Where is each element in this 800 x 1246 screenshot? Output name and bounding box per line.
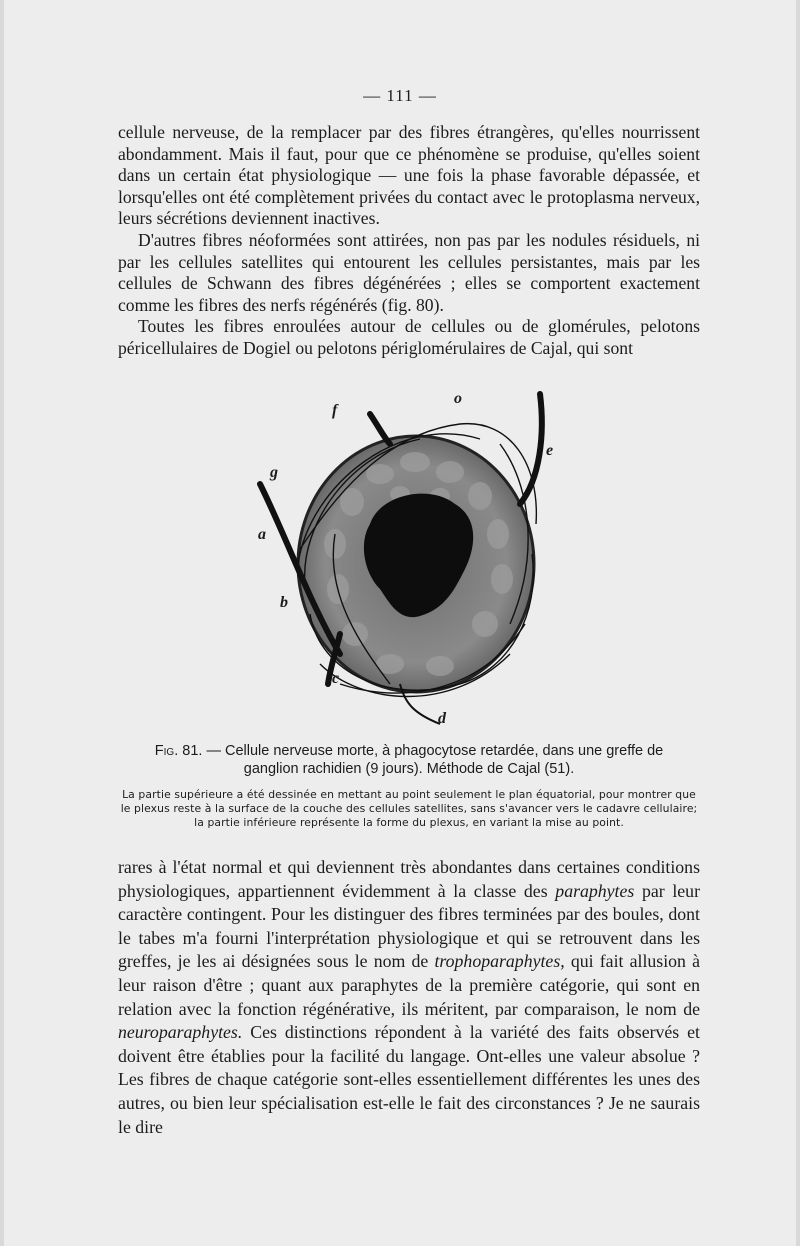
- figure-label: f: [332, 402, 338, 419]
- figure-number: Fig. 81.: [154, 743, 203, 759]
- text-run: qui fait allusion à leur raison d'être ; quant aux paraphytes de la première catégorie, qui sont en relation avec la fonction régénérative, ils méritent, par comparaison, le nom de: [118, 951, 700, 1019]
- paragraph: [118, 856, 700, 1139]
- figure-81-illustration: [240, 384, 580, 734]
- figure-note: [118, 788, 700, 830]
- nerve-cell-drawing: [240, 384, 580, 734]
- book-page: [4, 0, 796, 1246]
- paragraph: cellule nerveuse, de la remplacer par des fibres étrangères, qu'elles nourrissent abondamment. Mais il faut, pour que ce phénomène se produise, qu'elles soient dans un certain état physiologique — une fois la phase favorable dépassée, et lorsqu'elles ont été complètement privées du contact avec le protoplasma nerveux, leurs sécrétions deviennent inactives.: [118, 122, 700, 229]
- term-neuroparaphytes: neuroparaphytes.: [118, 1022, 243, 1043]
- figure-note-text: La partie supérieure a été dessinée en mettant au point seulement le plan équatorial, pour montrer que le plexus reste à la surface de la couche des cellules satellites, sans s'avancer vers le cadavre cellulaire; la partie inférieure représente la forme du plexus, en variant la mise au point.: [120, 788, 698, 829]
- paragraph: D'autres fibres néoformées sont attirées, non pas par les nodules résiduels, ni par les cellules satellites qui entourent les cellules persistantes, mais par les cellules de Schwann des fibres dégénérées ; elles se comportent exactement comme les fibres des nerfs régénérés (fig. 80).: [118, 229, 700, 315]
- figure-label: a: [258, 526, 266, 543]
- figure-label: b: [280, 594, 288, 611]
- page-number: — 111 —: [363, 86, 437, 105]
- figure-label: c: [332, 670, 340, 687]
- figure-caption: [154, 742, 664, 778]
- caption-text: — Cellule nerveuse morte, à phagocytose retardée, dans une greffe de ganglion rachidien (9 jours). Méthode de Cajal (51).: [206, 743, 664, 777]
- figure-label: d: [438, 710, 446, 727]
- text-run: par leur caractère contingent. Pour les distinguer des fibres terminées par des boules, dont le tabes m'a fourni l'interprétation physiologique et qui se retrouvent dans les greffes, je les ai désignées sous le nom de: [118, 880, 700, 972]
- term-trophoparaphytes: trophoparaphytes,: [434, 951, 565, 972]
- term-paraphytes: paraphytes: [555, 880, 635, 901]
- text-run: rares à l'état normal et qui deviennent très abondantes dans certaines conditions physiologiques, appartiennent évidemment à la classe des: [118, 857, 700, 901]
- text-block-bottom: [118, 856, 700, 1139]
- figure-label: e: [546, 442, 554, 459]
- text-run: Ces distinctions répondent à la variété des faits observés et doivent être établies pour la facilité du langage. Ont-elles une valeur absolue ? Les fibres de chaque catégorie sont-elles essentiellement différentes les unes des autres, ou bien leur spécialisation est-elle le fait des circonstances ? Je ne saurais le dire: [118, 1022, 700, 1137]
- figure-label: g: [270, 464, 278, 481]
- paragraph: Toutes les fibres enroulées autour de cellules ou de glomérules, pelotons péricellulaires de Dogiel ou pelotons périglomérulaires de Cajal, qui sont: [118, 316, 700, 358]
- figure-label: o: [454, 390, 462, 407]
- text-block-top: [118, 122, 700, 360]
